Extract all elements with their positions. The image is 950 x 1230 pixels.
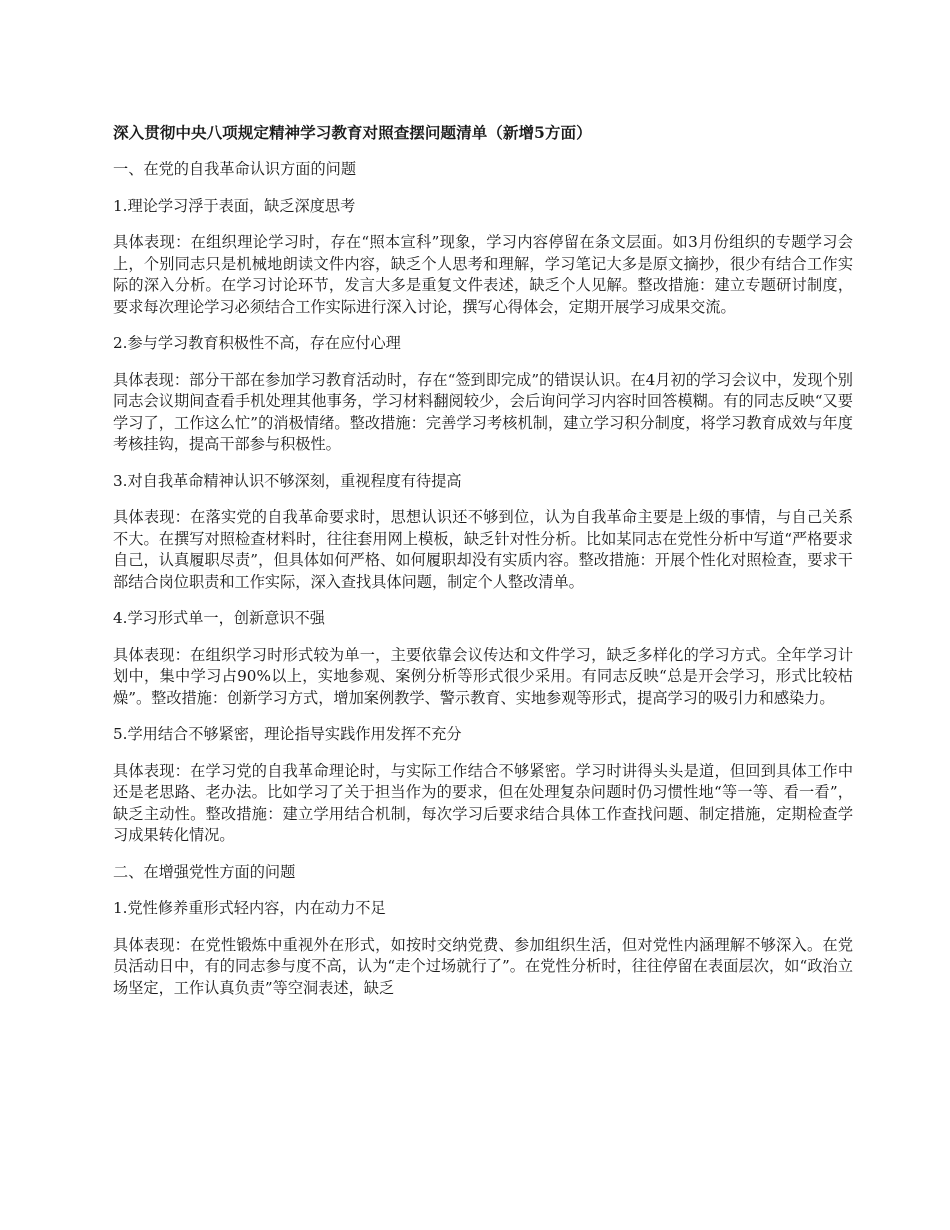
item-title-2-1: 1.党性修养重形式轻内容，内在动力不足 (113, 899, 386, 917)
item-title-1-3: 3.对自我革命精神认识不够深刻，重视程度有待提高 (113, 471, 462, 490)
item-title-1-1: 1.理论学习浮于表面，缺乏深度思考 (113, 196, 356, 215)
item-title-1-5: 5.学用结合不够紧密，理论指导实践作用发挥不充分 (113, 725, 462, 743)
item-body-1-3: 具体表现：在落实党的自我革命要求时，思想认识还不够到位，认为自我革命主要是上级的事情，与自己关系不大。在撰写对照检查材料时，往往套用网上模板，缺乏针对性分析。比如某同志在党性分析中写道“严格要求自己，认真履职尽责”，但具体如何严格、如何履职却没有实质内容。整改措施：开展个性化对照检查，要求干部结合岗位职责和工作实际，深入查找具体问题，制定个人整改清单。 (113, 508, 853, 591)
document-title: 深入贯彻中央八项规定精神学习教育对照查摆问题清单（新增5方面） (113, 123, 592, 142)
section-heading-1: 一、在党的自我革命认识方面的问题 (113, 160, 356, 178)
item-title-1-4: 4.学习形式单一，创新意识不强 (113, 609, 325, 627)
item-body-1-5: 具体表现：在学习党的自我革命理论时，与实际工作结合不够紧密。学习时讲得头头是道，但回到具体工作中还是老思路、老办法。比如学习了关于担当作为的要求，但在处理复杂问题时仍习惯性地“等一等、看一看”，缺乏主动性。整改措施：建立学用结合机制，每次学习后要求结合具体工作查找问题、制定措施，定期检查学习成果转化情况。 (113, 761, 853, 844)
section-heading-2: 二、在增强党性方面的问题 (113, 862, 296, 881)
item-body-1-2: 具体表现：部分干部在参加学习教育活动时，存在“签到即完成”的错误认识。在4月初的学习会议中，发现个别同志会议期间查看手机处理其他事务，学习材料翻阅较少，会后询问学习内容时回答模糊。有的同志反映“又要学习了，工作这么忙”的消极情绪。整改措施：完善学习考核机制，建立学习积分制度，将学习教育成效与年度考核挂钩，提高干部参与积极性。 (113, 370, 853, 453)
item-body-1-4: 具体表现：在组织学习时形式较为单一，主要依靠会议传达和文件学习，缺乏多样化的学习方式。全年学习计划中，集中学习占90%以上，实地参观、案例分析等形式很少采用。有同志反映“总是开会学习，形式比较枯燥”。整改措施：创新学习方式，增加案例教学、警示教育、实地参观等形式，提高学习的吸引力和感染力。 (113, 645, 853, 707)
item-body-2-1: 具体表现：在党性锻炼中重视外在形式，如按时交纳党费、参加组织生活，但对党性内涵理解不够深入。在党员活动日中，有的同志参与度不高，认为“走个过场就行了”。在党性分析时，往往停留在表面层次，如“政治立场坚定，工作认真负责”等空洞表述，缺乏 (113, 935, 853, 997)
document-page (113, 122, 853, 1014)
item-body-1-1: 具体表现：在组织理论学习时，存在“照本宣科”现象，学习内容停留在条文层面。如3月份组织的专题学习会上，个别同志只是机械地朗读文件内容，缺乏个人思考和理解，学习笔记大多是原文摘抄，很少有结合工作实际的深入分析。在学习讨论环节，发言大多是重复文件表述，缺乏个人见解。整改措施：建立专题研讨制度，要求每次理论学习必须结合工作实际进行深入讨论，撰写心得体会，定期开展学习成果交流。 (113, 233, 853, 316)
item-title-1-2: 2.参与学习教育积极性不高，存在应付心理 (113, 334, 401, 352)
